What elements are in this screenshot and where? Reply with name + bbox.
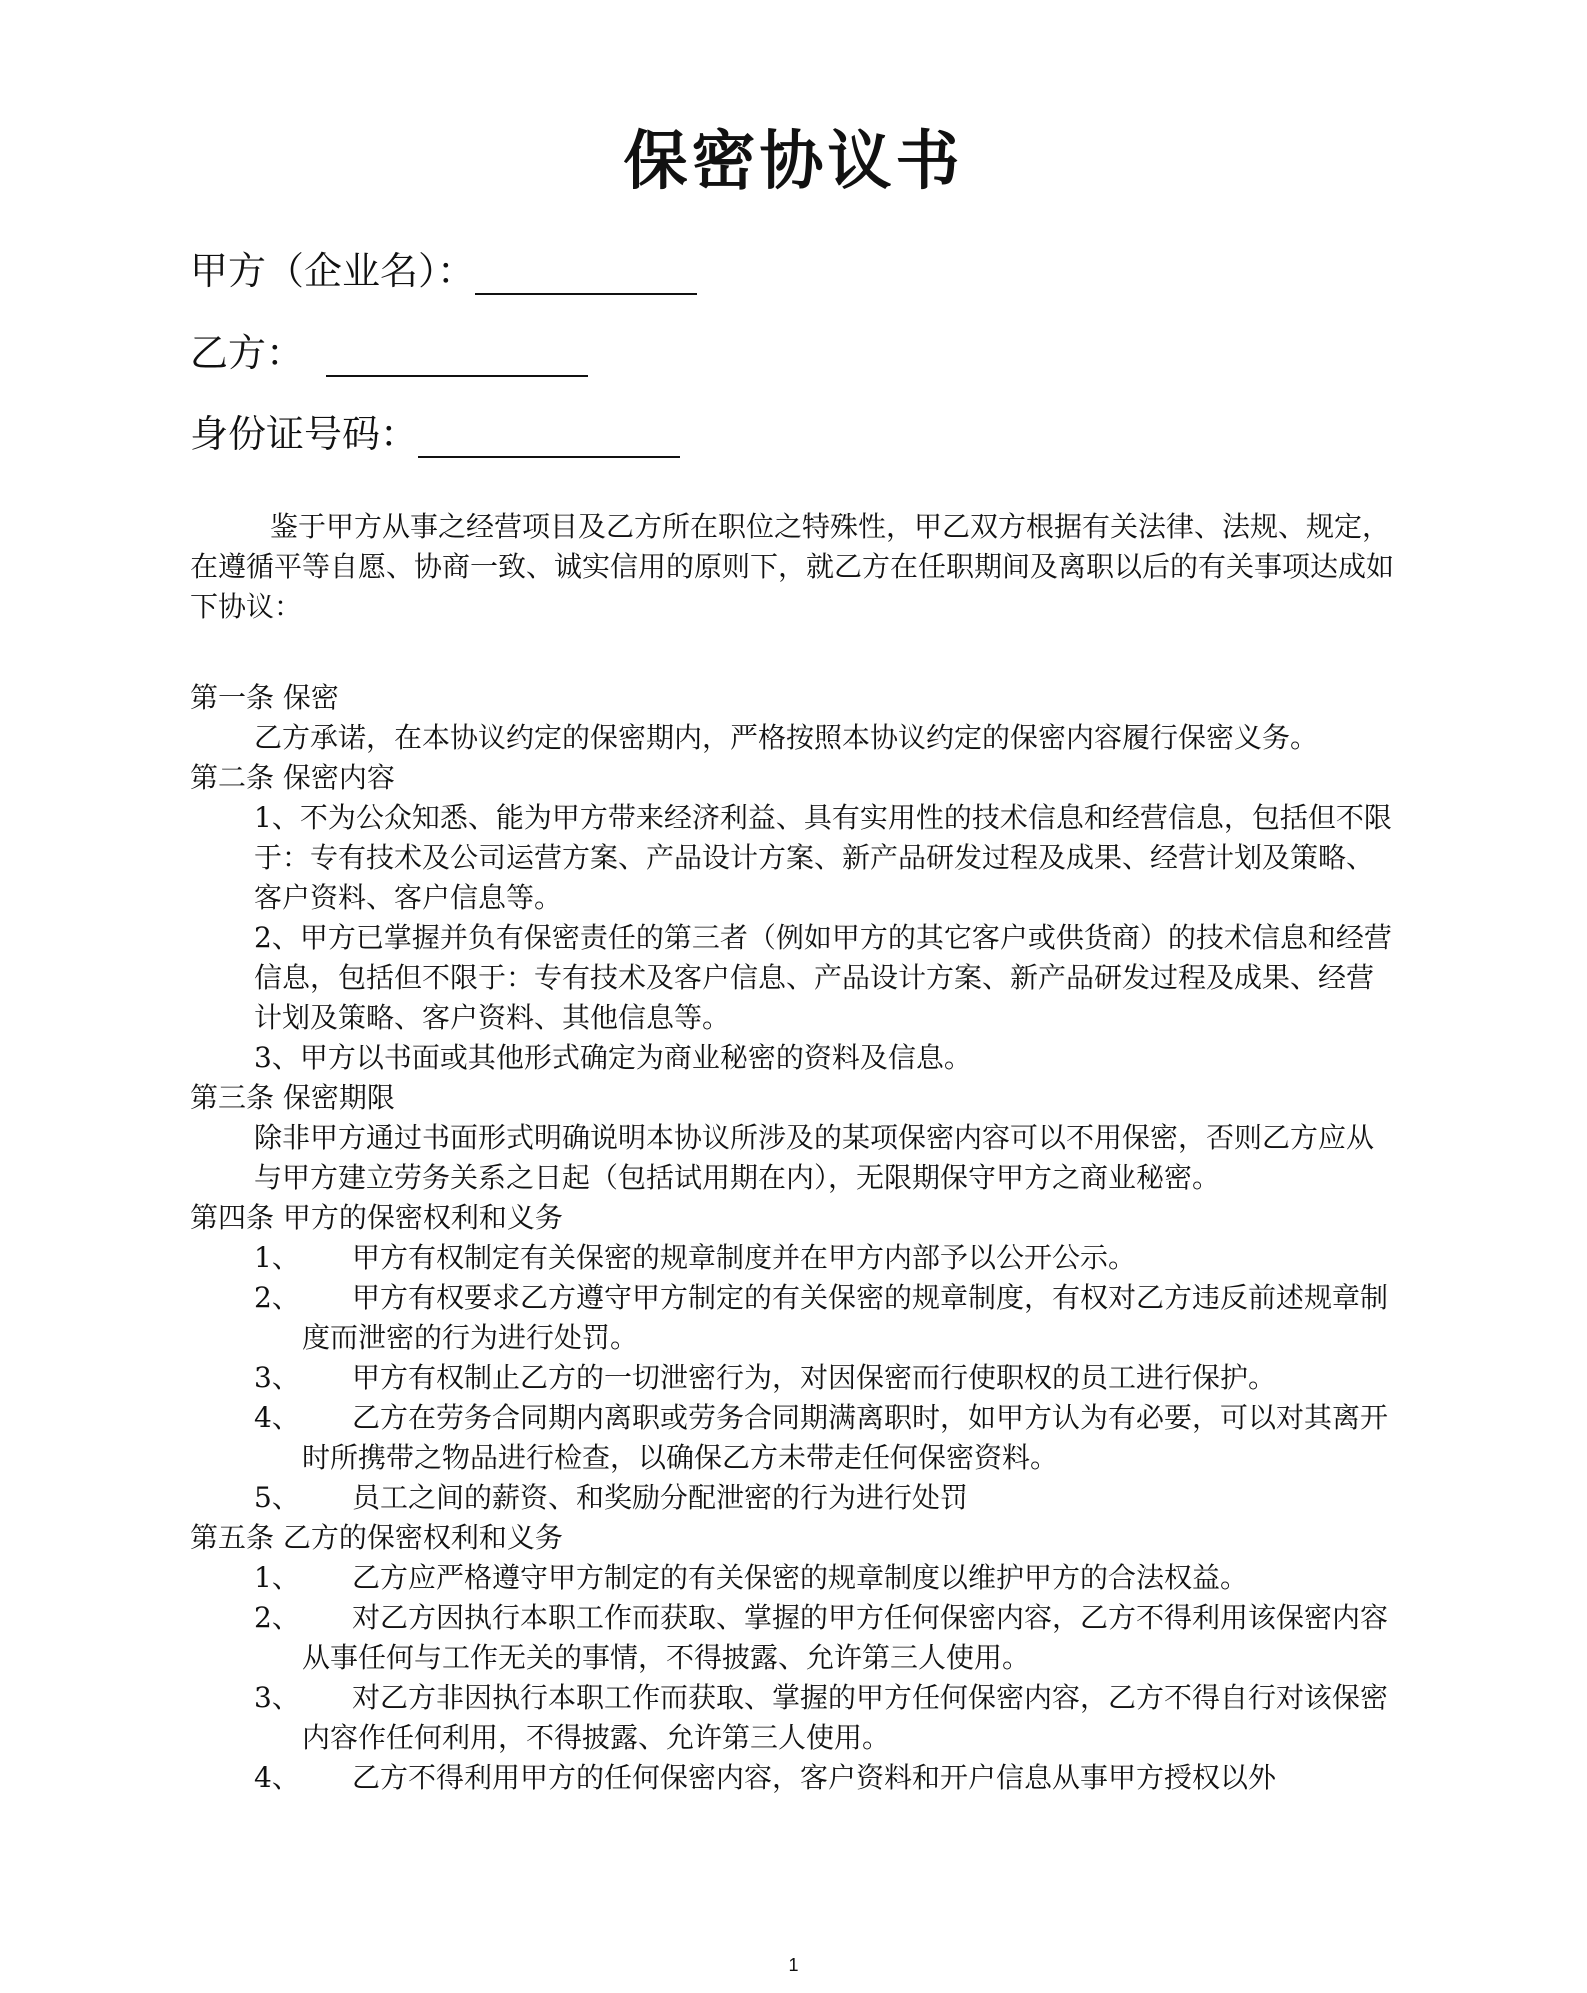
party-b-blank [326, 341, 588, 377]
item-text: 对乙方因执行本职工作而获取、掌握的甲方任何保密内容，乙方不得利用该保密内容从事任何与工作无关的事情，不得披露、允许第三人使用。 [302, 1601, 1389, 1674]
party-a-label: 甲方（企业名）： [190, 249, 476, 293]
article-5-item [190, 1598, 1400, 1678]
item-number: 4、 [254, 1401, 300, 1434]
article-2-heading: 第二条 保密内容 [190, 761, 395, 794]
item-text: 甲方有权制止乙方的一切泄密行为，对因保密而行使职权的员工进行保护。 [352, 1361, 1277, 1394]
article-4-heading: 第四条 甲方的保密权利和义务 [190, 1201, 563, 1234]
article-5-item [190, 1678, 1400, 1758]
item-text: 乙方在劳务合同期内离职或劳务合同期满离职时，如甲方认为有必要，可以对其离开时所携带之物品进行检查，以确保乙方未带走任何保密资料。 [302, 1401, 1389, 1474]
item-text: 甲方有权制定有关保密的规章制度并在甲方内部予以公开公示。 [352, 1241, 1137, 1274]
article-5-heading: 第五条 乙方的保密权利和义务 [190, 1521, 563, 1554]
item-text: 乙方应严格遵守甲方制定的有关保密的规章制度以维护甲方的合法权益。 [352, 1561, 1249, 1594]
item-number: 4、 [254, 1761, 300, 1794]
item-number: 2、 [254, 1601, 300, 1634]
article-2-item: 3、甲方以书面或其他形式确定为商业秘密的资料及信息。 [254, 1041, 972, 1074]
id-number-label: 身份证号码： [190, 412, 419, 456]
intro-paragraph: 鉴于甲方从事之经营项目及乙方所在职位之特殊性，甲乙双方根据有关法律、法规、规定，在遵循平等自愿、协商一致、诚实信用的原则下，就乙方在任职期间及离职以后的有关事项达成如下协议： [190, 510, 1395, 623]
item-number: 5、 [254, 1481, 300, 1514]
articles [190, 678, 1400, 1798]
party-a-blank [475, 259, 697, 295]
article-4-item [190, 1478, 1400, 1518]
item-text: 对乙方非因执行本职工作而获取、掌握的甲方任何保密内容，乙方不得自行对该保密内容作任何利用，不得披露、允许第三人使用。 [302, 1681, 1389, 1754]
article-3-text: 除非甲方通过书面形式明确说明本协议所涉及的某项保密内容可以不用保密，否则乙方应从与甲方建立劳务关系之日起（包括试用期在内），无限期保守甲方之商业秘密。 [254, 1121, 1375, 1194]
party-b-field [190, 322, 588, 377]
article-4-item [190, 1238, 1400, 1278]
article-2-item: 2、甲方已掌握并负有保密责任的第三者（例如甲方的其它客户或供货商）的技术信息和经营信息，包括但不限于：专有技术及客户信息、产品设计方案、新产品研发过程及成果、经营计划及策略、客户资料、其他信息等。 [254, 921, 1392, 1034]
item-number: 3、 [254, 1681, 300, 1714]
item-text: 甲方有权要求乙方遵守甲方制定的有关保密的规章制度，有权对乙方违反前述规章制度而泄密的行为进行处罚。 [302, 1281, 1389, 1354]
party-a-field [190, 240, 697, 295]
item-text: 乙方不得利用甲方的任何保密内容，客户资料和开户信息从事甲方授权以外 [352, 1761, 1277, 1794]
party-b-label: 乙方： [190, 331, 305, 375]
article-4-item [190, 1398, 1400, 1478]
article-5-item [190, 1758, 1400, 1798]
id-number-blank [418, 422, 680, 458]
item-number: 2、 [254, 1281, 300, 1314]
page-number: 1 [788, 1955, 799, 1975]
item-number: 1、 [254, 1241, 300, 1274]
article-1-heading: 第一条 保密 [190, 681, 339, 714]
document-title: 保密协议书 [623, 124, 964, 199]
item-text: 员工之间的薪资、和奖励分配泄密的行为进行处罚 [352, 1481, 969, 1514]
article-4-item [190, 1278, 1400, 1358]
item-number: 3、 [254, 1361, 300, 1394]
article-5-item [190, 1558, 1400, 1598]
article-4-item [190, 1358, 1400, 1398]
article-1-text: 乙方承诺，在本协议约定的保密期内，严格按照本协议约定的保密内容履行保密义务。 [254, 721, 1319, 754]
id-number-field [190, 403, 680, 458]
article-2-item: 1、不为公众知悉、能为甲方带来经济利益、具有实用性的技术信息和经营信息，包括但不限于：专有技术及公司运营方案、产品设计方案、新产品研发过程及成果、经营计划及策略、客户资料、客户信息等。 [254, 801, 1392, 914]
item-number: 1、 [254, 1561, 300, 1594]
article-3-heading: 第三条 保密期限 [190, 1081, 395, 1114]
